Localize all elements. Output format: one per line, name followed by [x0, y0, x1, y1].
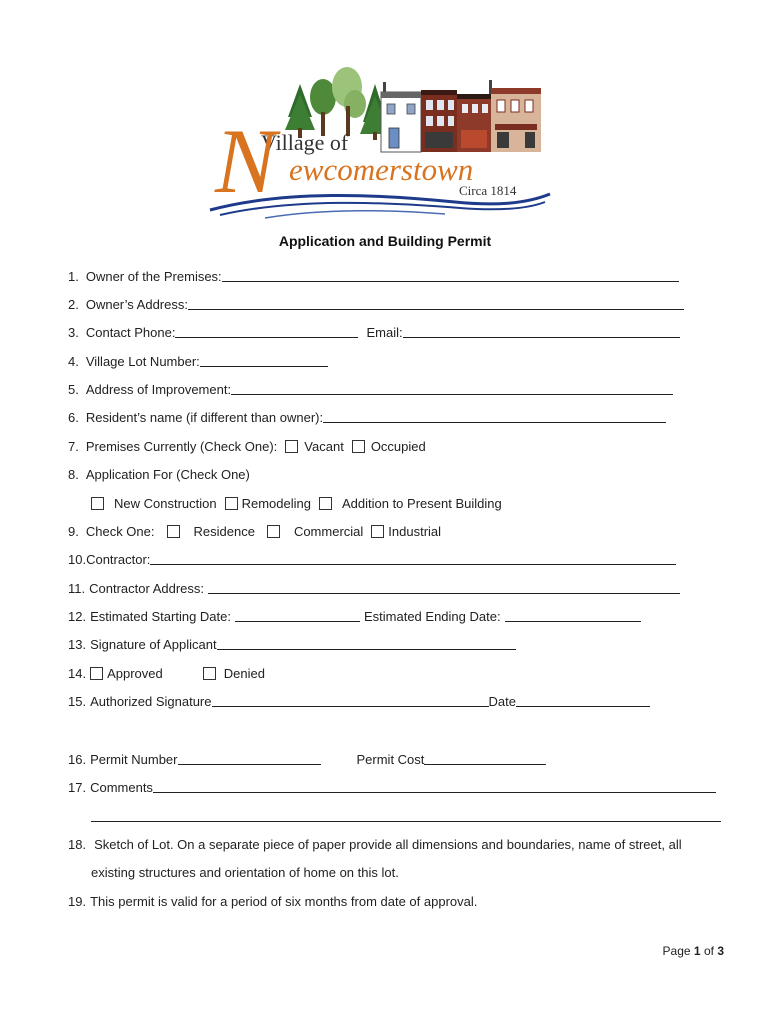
- remodeling-checkbox[interactable]: [225, 497, 238, 510]
- date-label: Date: [488, 694, 516, 709]
- owner-address-label: Owner’s Address:: [85, 297, 188, 312]
- logo-village-of: Village of: [261, 130, 349, 155]
- lot-number-label: Village Lot Number:: [85, 354, 200, 369]
- item-number: 15.: [68, 694, 87, 709]
- permit-number-field[interactable]: [178, 751, 321, 765]
- application-for-label: Application For (Check One): [85, 467, 250, 482]
- logo-initial: N: [215, 110, 277, 212]
- item-number: 8.: [68, 467, 79, 482]
- addition-checkbox[interactable]: [319, 497, 332, 510]
- logo-name: ewcomerstown: [289, 152, 474, 187]
- owner-row: [68, 266, 679, 284]
- validity-row: [68, 891, 477, 909]
- commercial-checkbox[interactable]: [267, 525, 280, 538]
- date-field[interactable]: [516, 693, 650, 707]
- sketch-row: [68, 834, 682, 852]
- item-number: 2.: [68, 297, 79, 312]
- email-label: Email:: [366, 325, 403, 340]
- comments-row: [68, 777, 716, 795]
- new-construction-checkbox[interactable]: [91, 497, 104, 510]
- contact-phone-label: Contact Phone:: [85, 325, 176, 340]
- approval-row: [68, 663, 265, 681]
- item-number: 7.: [68, 439, 79, 454]
- current-page: 1: [693, 944, 701, 958]
- lot-number-field[interactable]: [200, 353, 328, 367]
- occupied-label: Occupied: [370, 439, 426, 454]
- check-one-label: Check One:: [85, 524, 155, 539]
- commercial-label: Commercial: [293, 524, 364, 539]
- of-word: of: [703, 944, 714, 958]
- sketch-text-line-1: Sketch of Lot. On a separate piece of paper provide all dimensions and boundaries, name of street, all: [94, 837, 682, 852]
- item-number: 19.: [68, 894, 87, 909]
- contact-phone-field[interactable]: [175, 324, 358, 338]
- denied-label: Denied: [223, 666, 265, 681]
- start-date-field[interactable]: [235, 608, 360, 622]
- residence-checkbox[interactable]: [167, 525, 180, 538]
- resident-label: Resident’s name (if different than owner):: [85, 410, 324, 425]
- permit-number-label: Permit Number: [90, 752, 178, 767]
- resident-field[interactable]: [323, 409, 666, 423]
- logo-circa: Circa 1814: [459, 183, 517, 198]
- occupied-checkbox[interactable]: [352, 440, 365, 453]
- permit-row: [68, 749, 546, 767]
- permit-cost-field[interactable]: [424, 751, 546, 765]
- item-number: 10.: [68, 552, 87, 567]
- total-pages: 3: [717, 944, 724, 958]
- email-field[interactable]: [403, 324, 680, 338]
- improvement-address-label: Address of Improvement:: [85, 382, 232, 397]
- comments-row-2: [91, 806, 721, 824]
- comments-field-line-2[interactable]: [91, 808, 721, 822]
- new-construction-label: New Construction: [114, 496, 217, 511]
- addition-label: Addition to Present Building: [341, 496, 502, 511]
- contractor-address-row: [68, 578, 680, 596]
- authorized-signature-label: Authorized Signature: [90, 694, 212, 709]
- remodeling-label: Remodeling: [241, 496, 311, 511]
- resident-row: [68, 407, 666, 425]
- start-date-label: Estimated Starting Date:: [90, 609, 231, 624]
- contractor-address-label: Contractor Address:: [89, 581, 204, 596]
- owner-address-row: [68, 294, 684, 312]
- application-options-row: [91, 493, 502, 511]
- check-one-row: [68, 521, 441, 539]
- item-number: 5.: [68, 382, 79, 397]
- application-for-row: [68, 464, 250, 482]
- lot-number-row: [68, 351, 328, 369]
- premises-label: Premises Currently (Check One):: [85, 439, 278, 454]
- improvement-address-field[interactable]: [231, 381, 673, 395]
- page-number: [663, 944, 724, 958]
- contractor-row: [68, 549, 676, 567]
- item-number: 1.: [68, 269, 79, 284]
- owner-field[interactable]: [222, 268, 679, 282]
- applicant-signature-row: [68, 634, 516, 652]
- industrial-label: Industrial: [388, 524, 442, 539]
- residence-label: Residence: [193, 524, 255, 539]
- validity-text: This permit is valid for a period of six months from date of approval.: [90, 894, 478, 909]
- item-number: 11.: [68, 581, 86, 596]
- comments-label: Comments: [90, 780, 153, 795]
- premises-row: [68, 436, 426, 454]
- item-number: 13.: [68, 637, 87, 652]
- owner-address-field[interactable]: [188, 296, 684, 310]
- vacant-label: Vacant: [304, 439, 344, 454]
- applicant-signature-field[interactable]: [217, 636, 516, 650]
- vacant-checkbox[interactable]: [285, 440, 298, 453]
- approved-label: Approved: [107, 666, 163, 681]
- denied-checkbox[interactable]: [203, 667, 216, 680]
- end-date-label: Estimated Ending Date:: [363, 609, 501, 624]
- form-title: Application and Building Permit: [278, 233, 492, 249]
- improvement-address-row: [68, 379, 673, 397]
- item-number: 9.: [68, 524, 79, 539]
- end-date-field[interactable]: [505, 608, 641, 622]
- item-number: 16.: [68, 752, 87, 767]
- item-number: 18.: [68, 837, 87, 852]
- applicant-signature-label: Signature of Applicant: [90, 637, 217, 652]
- contact-row: [68, 322, 680, 340]
- item-number: 12.: [68, 609, 87, 624]
- industrial-checkbox[interactable]: [371, 525, 384, 538]
- authorized-signature-field[interactable]: [212, 693, 489, 707]
- sketch-text-line-2: existing structures and orientation of home on this lot.: [91, 865, 399, 880]
- dates-row: [68, 606, 641, 624]
- storefronts-icon: [381, 80, 541, 152]
- contractor-field[interactable]: [150, 551, 676, 565]
- item-number: 17.: [68, 780, 87, 795]
- item-number: 6.: [68, 410, 79, 425]
- contractor-address-field[interactable]: [208, 580, 680, 594]
- item-number: 14.: [68, 666, 87, 681]
- contractor-label: Contractor:: [86, 552, 151, 567]
- authorized-signature-row: [68, 691, 650, 709]
- village-logo: [205, 62, 555, 220]
- item-number: 4.: [68, 354, 79, 369]
- owner-label: Owner of the Premises:: [85, 269, 222, 284]
- page-word: Page: [662, 944, 691, 958]
- sketch-row-2: [91, 862, 399, 880]
- item-number: 3.: [68, 325, 79, 340]
- permit-cost-label: Permit Cost: [356, 752, 425, 767]
- approved-checkbox[interactable]: [90, 667, 103, 680]
- comments-field[interactable]: [153, 779, 716, 793]
